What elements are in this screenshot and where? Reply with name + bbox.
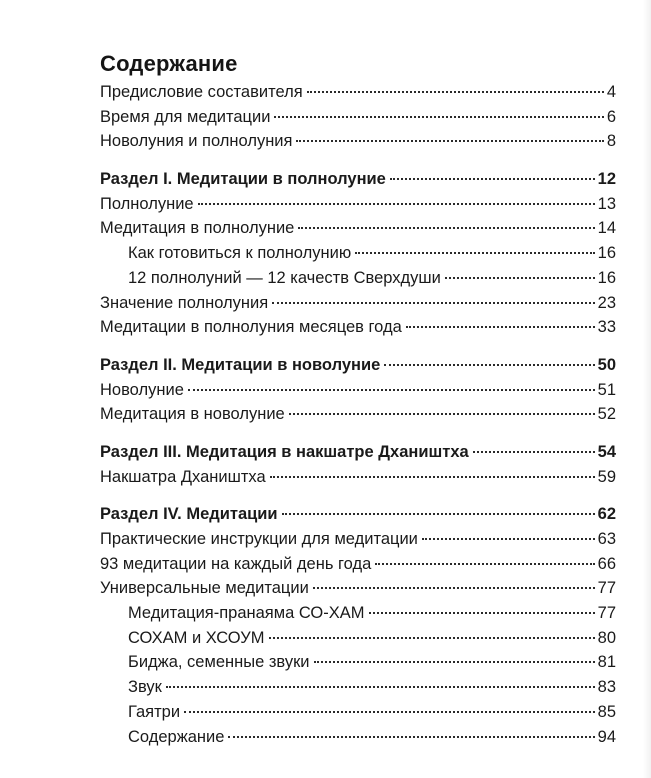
toc-entry-label: 12 полнолуний — 12 качеств Сверхдуши — [128, 268, 441, 287]
toc-entry-label: 93 медитации на каждый день года — [100, 554, 372, 573]
toc-page-number: 63 — [597, 530, 616, 548]
dot-leader — [314, 661, 595, 663]
dot-leader — [313, 587, 595, 589]
dot-leader — [188, 389, 595, 391]
toc-page-number: 85 — [597, 702, 616, 721]
toc-page-number: 14 — [597, 219, 616, 238]
toc-page-number: 52 — [597, 405, 616, 424]
toc-entry-label: Предисловие составителя — [100, 83, 303, 101]
toc-entry-row — [100, 105, 616, 130]
toc-section-row — [100, 440, 616, 465]
dot-leader — [422, 538, 595, 540]
dot-leader — [369, 612, 595, 614]
toc-page-number: 23 — [597, 293, 616, 312]
toc-entry-row — [100, 80, 616, 105]
dot-leader — [298, 227, 594, 229]
toc-entry-row — [100, 241, 616, 266]
dot-leader — [445, 277, 595, 279]
dot-leader — [289, 413, 595, 415]
dot-leader — [269, 637, 595, 639]
dot-leader — [274, 116, 603, 118]
toc-entry-row — [100, 129, 616, 154]
toc-section-row — [100, 502, 616, 527]
dot-leader — [272, 302, 594, 304]
toc-section-label: Раздел IV. Медитации — [100, 505, 278, 524]
dot-leader — [228, 736, 594, 738]
dot-leader — [307, 91, 604, 93]
toc-entry-label: Содержание — [128, 727, 225, 746]
dot-leader — [390, 178, 595, 180]
toc-page-number: 59 — [597, 467, 616, 486]
toc-entry-row — [100, 700, 616, 725]
toc-page-number: 6 — [606, 107, 616, 126]
toc-entry-label: Время для медитации — [100, 107, 271, 126]
toc-page-number: 13 — [597, 194, 616, 213]
toc-entry-label: Гаятри — [128, 702, 181, 721]
toc-page-number: 80 — [597, 628, 616, 647]
toc-list — [100, 80, 616, 749]
toc-page-number: 77 — [597, 579, 616, 598]
toc-section-label: Раздел II. Медитации в новолуние — [100, 355, 381, 374]
toc-entry-row — [100, 216, 616, 241]
toc-page-number: 33 — [597, 318, 616, 337]
toc-page-number: 66 — [597, 554, 616, 573]
toc-entry-label: Полнолуние — [100, 194, 194, 213]
toc-entry-label: Медитация-пранаяма СО-ХАМ — [128, 604, 365, 623]
toc-entry-row — [100, 315, 616, 340]
toc-entry-label: Медитация в полнолуние — [100, 219, 295, 238]
toc-page-number: 54 — [597, 442, 616, 461]
dot-leader — [166, 686, 595, 688]
toc-entry-label: СОХАМ и ХСОУМ — [128, 628, 265, 647]
dot-leader — [282, 513, 595, 515]
page-title: Содержание — [100, 50, 238, 76]
toc-entry-label: Медитация в новолуние — [100, 405, 285, 424]
toc-section-row — [100, 167, 616, 192]
toc-entry-row — [100, 626, 616, 651]
toc-page-number: 12 — [597, 170, 616, 189]
dot-leader — [384, 364, 594, 366]
toc-section-label: Раздел III. Медитация в накшатре Дхаништха — [100, 442, 469, 461]
toc-entry-row — [100, 527, 616, 552]
toc-entry-row — [100, 675, 616, 700]
toc-page-number: 51 — [597, 380, 616, 399]
dot-leader — [473, 451, 595, 453]
toc-entry-row — [100, 552, 616, 577]
toc-entry-label: Практические инструкции для медитации — [100, 530, 418, 548]
toc-entry-row — [100, 378, 616, 403]
dot-leader — [355, 252, 594, 254]
dot-leader — [406, 326, 595, 328]
toc-entry-label: Звук — [128, 678, 162, 697]
dot-leader — [270, 476, 595, 478]
toc-entry-row — [100, 601, 616, 626]
toc-entry-row — [100, 465, 616, 490]
toc-page-number: 83 — [597, 678, 616, 697]
toc-entry-label: Как готовиться к полнолунию — [128, 244, 352, 263]
toc-page-number: 77 — [597, 604, 616, 623]
toc-page-number: 16 — [597, 268, 616, 287]
dot-leader — [198, 203, 595, 205]
page-edge-shadow — [643, 0, 651, 778]
toc-section-row — [100, 353, 616, 378]
toc-entry-label: Значение полнолуния — [100, 293, 269, 312]
dot-leader — [296, 140, 603, 142]
toc-page-number: 4 — [606, 83, 616, 101]
toc-entry-row — [100, 402, 616, 427]
toc-page-number: 81 — [597, 653, 616, 672]
toc-entry-row — [100, 576, 616, 601]
toc-page-number: 16 — [597, 244, 616, 263]
toc-entry-label: Накшатра Дхаништха — [100, 467, 266, 486]
toc-page-number: 8 — [606, 132, 616, 151]
toc-entry-label: Новолуния и полнолуния — [100, 132, 293, 151]
toc-entry-row — [100, 192, 616, 217]
toc-page-number: 62 — [597, 505, 616, 524]
toc-section-label: Раздел I. Медитации в полнолуние — [100, 170, 386, 189]
toc-entry-label: Новолуние — [100, 380, 184, 399]
toc-entry-row — [100, 266, 616, 291]
toc-entry-label: Биджа, семенные звуки — [128, 653, 310, 672]
toc-entry-row — [100, 725, 616, 750]
toc-entry-label: Универсальные медитации — [100, 579, 309, 598]
toc-entry-row — [100, 650, 616, 675]
dot-leader — [184, 711, 595, 713]
toc-entry-label: Медитации в полнолуния месяцев года — [100, 318, 402, 337]
toc-page-number: 50 — [597, 355, 616, 374]
toc-entry-row — [100, 291, 616, 316]
dot-leader — [375, 563, 594, 565]
toc-page-number: 94 — [597, 727, 616, 746]
